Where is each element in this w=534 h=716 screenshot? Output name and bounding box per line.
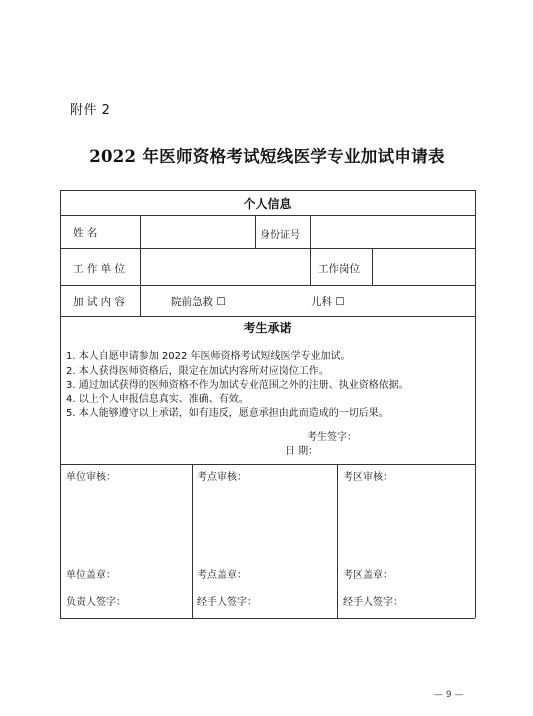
unit-seal-label: 单位盖章：	[66, 570, 116, 581]
col-divider	[310, 248, 311, 285]
col-divider	[372, 248, 373, 285]
id-number-label: 身份证号	[260, 230, 300, 241]
option-prehospital-emergency[interactable]: 院前急救 ☐	[171, 296, 226, 308]
site-seal-label: 考点盖章：	[197, 570, 247, 581]
col-divider	[140, 215, 141, 316]
form-border-bottom	[60, 618, 475, 619]
row-divider	[60, 285, 475, 286]
pledge-item: 4. 以上个人申报信息真实、准确、有效。	[66, 394, 249, 405]
attachment-label: 附件 2	[70, 103, 111, 118]
unit-review-label: 单位审核：	[66, 472, 116, 483]
id-number-input[interactable]	[312, 217, 474, 247]
pledge-item: 3. 通过加试获得的医师资格不作为加试专业范围之外的注册、执业资格依据。	[66, 380, 409, 391]
application-form	[60, 190, 475, 618]
form-border-top	[60, 190, 475, 191]
row-divider	[60, 464, 475, 465]
district-review-label: 考区审核：	[343, 472, 393, 483]
form-border-left	[60, 190, 61, 618]
workplace-label: 工 作 单 位	[73, 263, 126, 275]
row-divider	[60, 215, 475, 216]
date-label: 日 期：	[285, 446, 319, 457]
position-input[interactable]	[374, 250, 474, 284]
pledge-item: 2. 本人获得医师资格后，限定在加试内容所对应岗位工作。	[66, 366, 329, 377]
col-divider	[310, 215, 311, 248]
candidate-signature-label: 考生签字：	[307, 432, 357, 443]
exam-content-label: 加 试 内 容	[73, 296, 126, 308]
row-divider	[60, 248, 475, 249]
form-border-right	[475, 190, 476, 618]
pledge-title: 考生承诺	[243, 321, 292, 335]
district-signer-label: 经手人签字：	[343, 597, 403, 608]
page-number: — 9 —	[434, 690, 464, 700]
workplace-input[interactable]	[142, 250, 309, 284]
unit-signer-label: 负责人签字：	[66, 597, 126, 608]
pledge-item: 1. 本人自愿申请参加 2022 年医师资格考试短线医学专业加试。	[66, 351, 351, 362]
col-divider	[255, 215, 256, 248]
pledge-item: 5. 本人能够遵守以上承诺，如有违反，愿意承担由此而造成的一切后果。	[66, 408, 389, 419]
name-label: 姓 名	[73, 227, 98, 239]
col-divider	[337, 464, 338, 618]
col-divider	[192, 464, 193, 618]
site-signer-label: 经手人签字：	[197, 597, 257, 608]
personal-info-header: 个人信息	[243, 197, 292, 211]
row-divider	[60, 316, 475, 317]
name-input[interactable]	[142, 217, 254, 247]
option-pediatrics[interactable]: 儿科 ☐	[311, 296, 345, 308]
site-review-label: 考点审核：	[197, 472, 247, 483]
district-seal-label: 考区盖章：	[343, 570, 393, 581]
position-label: 工作岗位	[318, 263, 360, 275]
document-title: 2022 年医师资格考试短线医学专业加试申请表	[89, 147, 445, 166]
